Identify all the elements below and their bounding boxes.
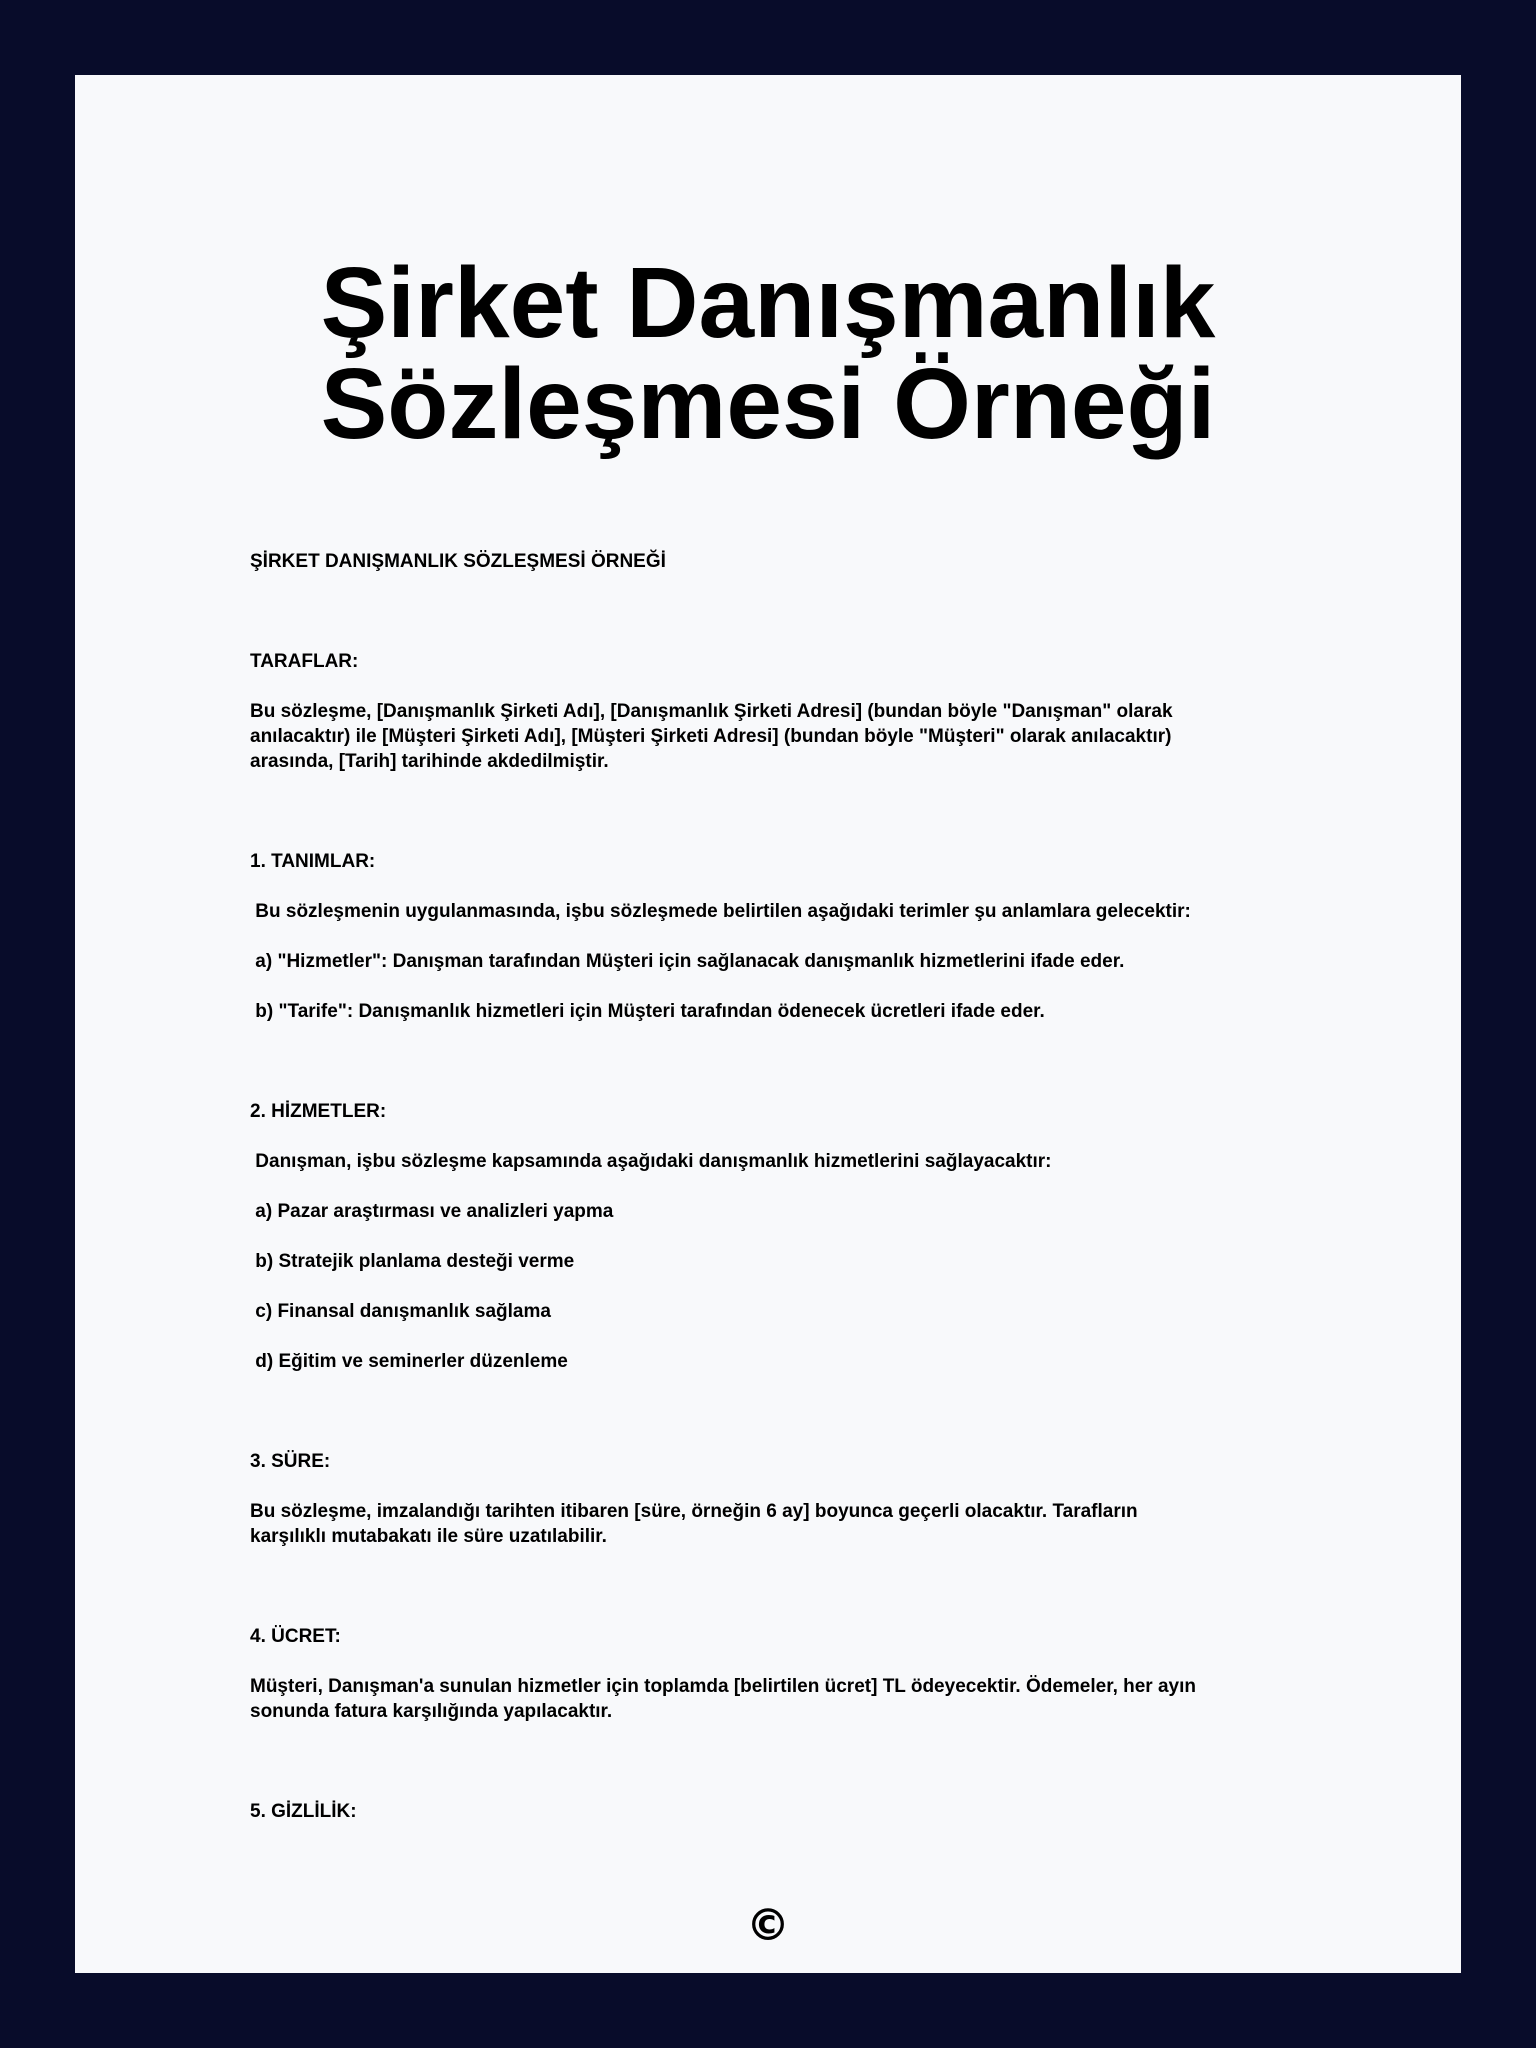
page-title [75, 247, 1461, 460]
fee-line: sonunda fatura karşılığında yapılacaktır. [250, 1701, 613, 1722]
definition-item: b) "Tarife": Danışmanlık hizmetleri için Müşteri tarafından ödenecek ücretleri ifade eder. [250, 1001, 1045, 1022]
section-heading-confidentiality: 5. GİZLİLİK: [250, 1801, 357, 1822]
services-intro: Danışman, işbu sözleşme kapsamında aşağıdaki danışmanlık hizmetlerini sağlayacaktır: [250, 1151, 1052, 1172]
parties-line: arasında, [Tarih] tarihinde akdedilmiştir. [250, 751, 609, 772]
term-line: karşılıklı mutabakatı ile süre uzatılabilir. [250, 1526, 607, 1547]
service-item: a) Pazar araştırması ve analizleri yapma [250, 1201, 614, 1222]
section-heading-fee: 4. ÜCRET: [250, 1626, 341, 1647]
section-heading-term: 3. SÜRE: [250, 1451, 331, 1472]
section-heading-parties: TARAFLAR: [250, 651, 359, 672]
parties-line: anılacaktır) ile [Müşteri Şirketi Adı], [Müşteri Şirketi Adresi] (bundan böyle "Müşteri" olarak anılacaktır) [250, 726, 1172, 747]
service-item: d) Eğitim ve seminerler düzenleme [250, 1351, 568, 1372]
definitions-intro: Bu sözleşmenin uygulanmasında, işbu sözleşmede belirtilen aşağıdaki terimler şu anlamlara gelecektir: [250, 901, 1191, 922]
title-line: Şirket Danışmanlık [320, 247, 1216, 359]
service-item: b) Stratejik planlama desteği verme [250, 1251, 575, 1272]
fee-line: Müşteri, Danışman'a sunulan hizmetler için toplamda [belirtilen ücret] TL ödeyecektir. Ödemeler, her ayın [250, 1676, 1196, 1697]
definition-item: a) "Hizmetler": Danışman tarafından Müşteri için sağlanacak danışmanlık hizmetlerini ifade eder. [250, 951, 1125, 972]
document-heading: ŞİRKET DANIŞMANLIK SÖZLEŞMESİ ÖRNEĞİ [250, 551, 666, 572]
title-line: Sözleşmesi Örneği [320, 348, 1216, 460]
document-body [250, 549, 1350, 1824]
section-heading-services: 2. HİZMETLER: [250, 1101, 387, 1122]
copyright-icon: © [746, 1900, 790, 1951]
document-page [75, 75, 1461, 1973]
term-line: Bu sözleşme, imzalandığı tarihten itibaren [süre, örneğin 6 ay] boyunca geçerli olacaktır. Tarafların [250, 1501, 1138, 1522]
service-item: c) Finansal danışmanlık sağlama [250, 1301, 551, 1322]
section-heading-definitions: 1. TANIMLAR: [250, 851, 376, 872]
parties-line: Bu sözleşme, [Danışmanlık Şirketi Adı], [Danışmanlık Şirketi Adresi] (bundan böyle "Danışman" olarak [250, 701, 1173, 722]
